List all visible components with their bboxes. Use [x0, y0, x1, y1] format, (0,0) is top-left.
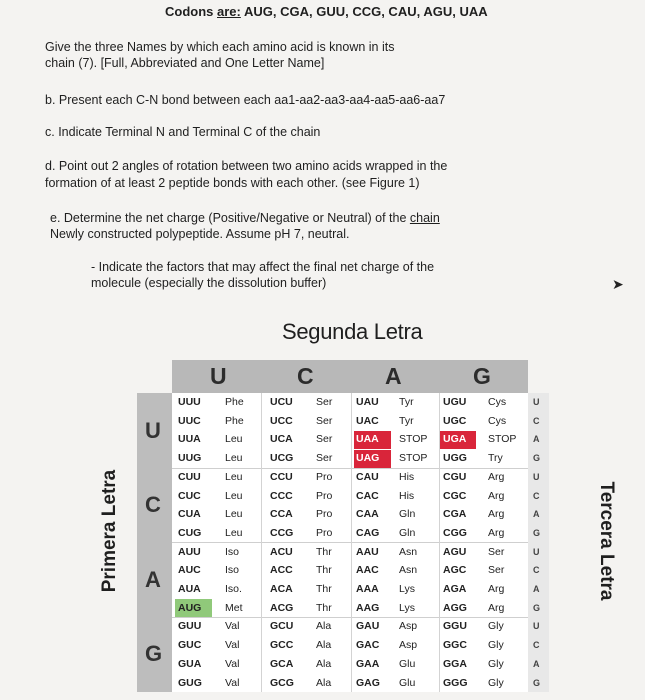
codon-cell: CUA: [178, 508, 201, 521]
codon-cell: GCU: [270, 620, 294, 633]
codon-cell: AAC: [356, 564, 379, 577]
amino-cell: Ala: [316, 620, 332, 633]
third-letter: G: [533, 677, 541, 688]
codon-cell: CUC: [178, 489, 201, 502]
table-title: Segunda Letra: [282, 319, 423, 344]
amino-cell: Iso: [225, 545, 240, 558]
amino-cell: Pro: [316, 508, 333, 521]
row-header-c: C: [145, 492, 161, 517]
amino-cell: Leu: [225, 489, 243, 502]
third-letter: U: [533, 397, 540, 407]
third-letter: G: [533, 527, 541, 538]
amino-cell: Arg: [488, 601, 505, 614]
codons-header: [165, 4, 488, 19]
codon-cell: CUU: [178, 470, 201, 483]
codon-cell: UUU: [178, 396, 201, 408]
codon-cell: GUA: [178, 657, 202, 670]
amino-cell: Lys: [399, 583, 415, 595]
codon-cell: CCU: [270, 470, 293, 483]
codon-cell: ACU: [270, 545, 293, 558]
codon-cell: GGG: [443, 676, 468, 689]
codon-cell: UCC: [270, 414, 293, 427]
amino-cell: Gln: [399, 526, 416, 539]
third-letter: A: [533, 584, 540, 594]
amino-cell: Leu: [225, 433, 243, 446]
amino-cell: Cys: [488, 414, 507, 427]
codon-cell: GGU: [443, 620, 467, 633]
codon-cell: UCA: [270, 433, 293, 446]
third-letter: G: [533, 602, 541, 613]
amino-cell: Iso.: [225, 583, 242, 595]
amino-cell: Arg: [488, 526, 505, 539]
third-letter: A: [533, 658, 540, 669]
amino-cell: Thr: [316, 583, 332, 595]
codon-cell: AUG: [178, 601, 202, 614]
row-header-u: U: [145, 418, 161, 443]
amino-cell: Ala: [316, 657, 332, 670]
codons-prefix: Codons: [165, 4, 217, 19]
codon-cell: UAC: [356, 414, 379, 427]
codon-cell: GGA: [443, 657, 467, 670]
amino-cell: STOP: [488, 433, 517, 446]
amino-cell: STOP: [399, 433, 428, 446]
codon-cell: CCG: [270, 526, 294, 539]
amino-cell: Gly: [488, 657, 504, 670]
row-header-g: G: [145, 641, 163, 666]
codon-cell: AGG: [443, 601, 467, 614]
amino-cell: Pro: [316, 470, 333, 483]
codon-cell: UAU: [356, 396, 379, 408]
amino-cell: Glu: [399, 657, 416, 670]
group-divider: [172, 542, 528, 543]
amino-cell: Glu: [399, 676, 416, 689]
amino-cell: Leu: [225, 508, 243, 521]
amino-cell: Gly: [488, 676, 504, 689]
codon-cell: UCU: [270, 396, 293, 408]
question-d-line2: formation of at least 2 peptide bonds with each other. (see Figure 1): [45, 176, 420, 190]
codon-cell: AGC: [443, 564, 467, 577]
codon-cell: AUU: [178, 545, 201, 558]
amino-cell: Leu: [225, 526, 243, 539]
question-e-link: chain: [409, 211, 440, 225]
codon-cell: UGG: [443, 452, 467, 465]
codon-cell: GCC: [270, 639, 294, 652]
codon-cell: CAA: [356, 508, 379, 521]
codon-cell: UGC: [443, 414, 467, 427]
codons-list: AUG, CGA, GUU, CCG, CAU, AGU, UAA: [240, 4, 488, 19]
amino-cell: Ser: [488, 545, 505, 558]
column-divider: [351, 393, 352, 692]
question-c: c. Indicate Terminal N and Terminal C of the chain: [45, 125, 321, 139]
codon-cell: UUA: [178, 433, 201, 446]
amino-cell: Asn: [399, 545, 418, 558]
amino-cell: Gly: [488, 620, 504, 633]
codon-cell: GAC: [356, 639, 380, 652]
question-a-line1: Give the three Names by which each amino acid is known in its: [45, 40, 395, 54]
col-header-g: G: [473, 363, 491, 389]
codon-cell: CGU: [443, 470, 467, 483]
third-letter: C: [533, 640, 540, 651]
codon-cell: ACG: [270, 601, 294, 614]
codon-cell: AGU: [443, 545, 467, 558]
amino-cell: Val: [225, 620, 240, 633]
third-letter: G: [533, 453, 541, 464]
amino-cell: Tyr: [399, 414, 414, 427]
codon-cell: AAA: [356, 583, 379, 595]
codon-cell: GUC: [178, 639, 202, 652]
question-b: b. Present each C-N bond between each aa1-aa2-aa3-aa4-aa5-aa6-aa7: [45, 93, 446, 107]
amino-cell: Phe: [225, 396, 244, 408]
amino-cell: Ala: [316, 639, 332, 652]
third-letter: U: [533, 546, 540, 557]
codon-cell: CCC: [270, 489, 293, 502]
codon-cell: AUC: [178, 564, 201, 577]
col-header-u: U: [210, 363, 227, 389]
codon-cell: UAG: [356, 452, 380, 465]
amino-cell: Thr: [316, 601, 332, 614]
codons-are: are:: [217, 4, 241, 19]
amino-cell: Arg: [488, 470, 505, 483]
amino-cell: Ser: [316, 414, 333, 427]
amino-cell: Lys: [399, 601, 415, 614]
codon-cell: CAC: [356, 489, 379, 502]
codon-cell: UGU: [443, 396, 467, 408]
amino-cell: Leu: [225, 470, 243, 483]
codon-cell: AUA: [178, 583, 201, 595]
tercera-letra-label: Tercera Letra: [596, 481, 617, 601]
row-header-a: A: [145, 567, 161, 592]
codon-cell: ACA: [270, 583, 293, 595]
third-letter: C: [533, 415, 540, 426]
question-f-line1: - Indicate the factors that may affect the final net charge of the: [91, 260, 435, 274]
codon-cell: CGA: [443, 508, 467, 521]
third-letter: C: [533, 565, 540, 576]
amino-cell: His: [399, 489, 415, 502]
codon-table: [137, 360, 555, 692]
group-divider: [172, 468, 528, 469]
codon-cell: AGA: [443, 583, 467, 595]
amino-cell: Val: [225, 639, 240, 652]
codon-cell: UUC: [178, 414, 201, 427]
codon-cell: GAG: [356, 676, 380, 689]
amino-cell: Asp: [399, 639, 418, 652]
codon-cell: GCG: [270, 676, 294, 689]
amino-cell: Thr: [316, 564, 332, 577]
codon-cell: GGC: [443, 639, 467, 652]
question-a-line2: chain (7). [Full, Abbreviated and One Letter Name]: [45, 56, 325, 70]
amino-cell: Arg: [488, 489, 505, 502]
codon-cell: CCA: [270, 508, 293, 521]
codon-cell: UUG: [178, 452, 202, 465]
codon-cell: GCA: [270, 657, 294, 670]
amino-cell: Gly: [488, 639, 504, 652]
codon-cell: AAU: [356, 545, 379, 558]
amino-cell: His: [399, 470, 415, 483]
question-f-line2: molecule (especially the dissolution buffer): [91, 276, 327, 290]
codon-cell: UGA: [443, 433, 467, 446]
amino-cell: Pro: [316, 489, 333, 502]
question-e-line1: [50, 210, 440, 226]
codon-cell: GUG: [178, 676, 202, 689]
amino-cell: Ser: [488, 564, 505, 577]
question-e-line2: Newly constructed polypeptide. Assume pH 7, neutral.: [50, 227, 350, 241]
amino-cell: Ser: [316, 433, 333, 446]
question-d-line1: d. Point out 2 angles of rotation between two amino acids wrapped in the: [45, 159, 448, 173]
amino-cell: Val: [225, 657, 240, 670]
codon-cell: UAA: [356, 433, 379, 446]
codon-cell: GUU: [178, 620, 202, 633]
third-letter: U: [533, 471, 540, 482]
primera-letra-label: Primera Letra: [99, 469, 120, 593]
group-divider: [172, 617, 528, 618]
third-letter: C: [533, 490, 540, 501]
codon-cell: CGC: [443, 489, 467, 502]
amino-cell: Iso: [225, 564, 240, 577]
codon-cell: AAG: [356, 601, 380, 614]
third-letter: U: [533, 621, 540, 632]
codon-cell: CGG: [443, 526, 467, 539]
amino-cell: Gln: [399, 508, 416, 521]
amino-cell: Try: [488, 452, 503, 465]
codon-cell: CAU: [356, 470, 379, 483]
amino-cell: Tyr: [399, 396, 414, 408]
col-header-c: C: [297, 363, 314, 389]
amino-cell: Val: [225, 676, 240, 689]
amino-cell: Ala: [316, 676, 332, 689]
amino-cell: Arg: [488, 508, 505, 521]
amino-cell: Ser: [316, 396, 333, 408]
codon-cell: ACC: [270, 564, 293, 577]
amino-cell: Met: [225, 601, 243, 614]
amino-cell: Ser: [316, 452, 333, 465]
column-divider: [261, 393, 262, 692]
amino-cell: Leu: [225, 452, 243, 465]
mouse-cursor-icon: ➤: [612, 276, 624, 292]
third-letter: A: [533, 434, 540, 445]
amino-cell: Phe: [225, 414, 244, 427]
amino-cell: Cys: [488, 396, 507, 408]
codon-cell: GAA: [356, 657, 380, 670]
amino-cell: STOP: [399, 452, 428, 465]
third-letter: A: [533, 509, 540, 520]
codon-cell: CUG: [178, 526, 202, 539]
amino-cell: Asn: [399, 564, 418, 577]
codon-cell: GAU: [356, 620, 380, 633]
question-e-text: e. Determine the net charge (Positive/Negative or Neutral) of the: [50, 211, 410, 225]
amino-cell: Asp: [399, 620, 418, 633]
amino-cell: Pro: [316, 526, 333, 539]
codon-cell: CAG: [356, 526, 380, 539]
col-header-a: A: [385, 363, 402, 389]
codon-cell: UCG: [270, 452, 294, 465]
column-divider: [439, 393, 440, 692]
amino-cell: Thr: [316, 545, 332, 558]
amino-cell: Arg: [488, 583, 505, 595]
